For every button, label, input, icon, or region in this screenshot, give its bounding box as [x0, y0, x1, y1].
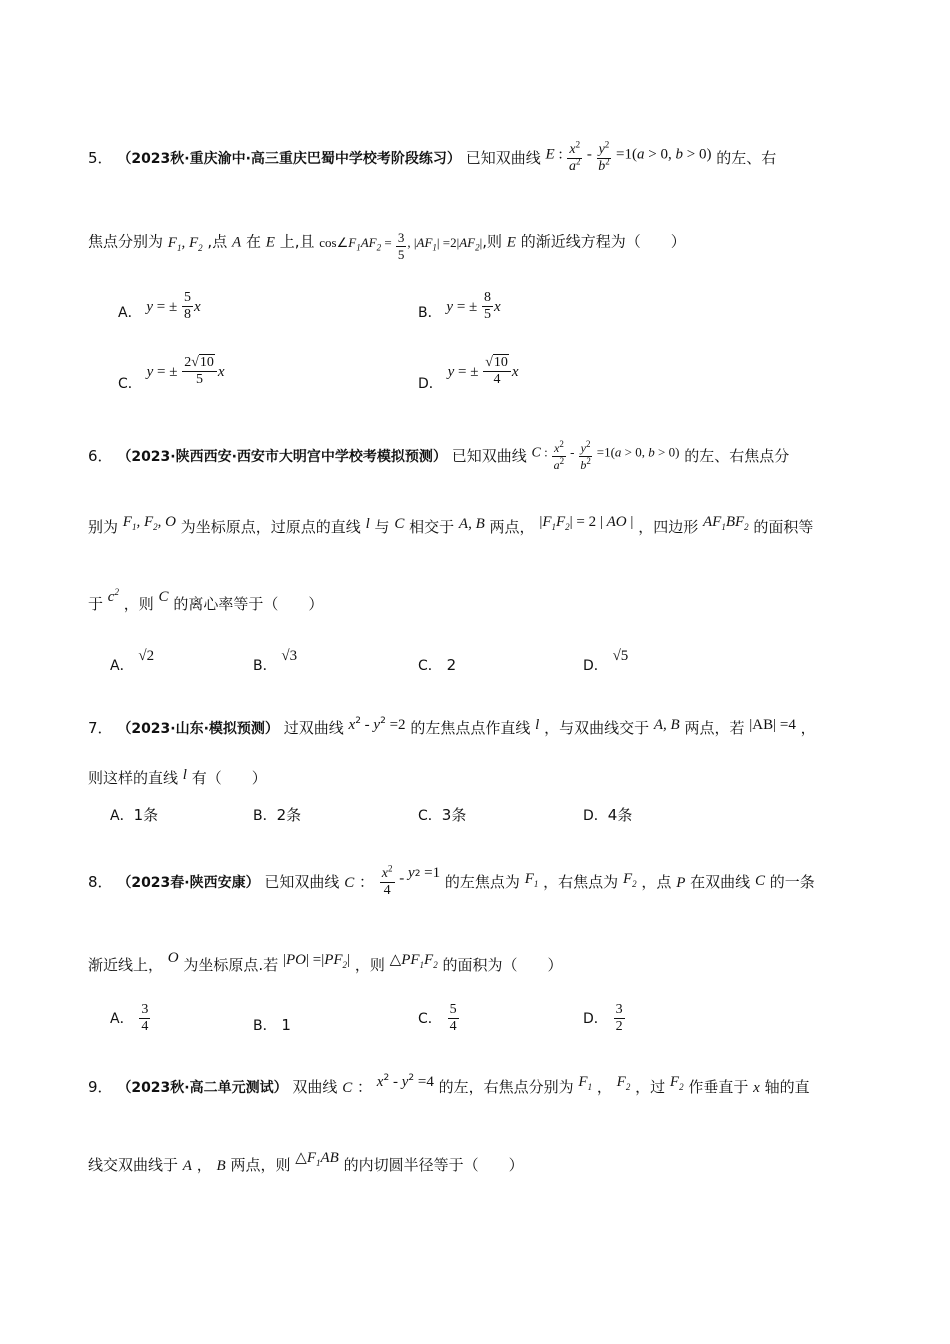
- q7-source: （2023·山东·模拟预测）: [117, 721, 279, 737]
- q6-C2: C: [158, 589, 169, 605]
- q7-option-b[interactable]: B．2条: [253, 806, 302, 824]
- q5-line1: 5． （2023秋·重庆渝中·高三重庆巴蜀中学校考阶段练习） 已知双曲线 E : $\frac{x^2}{a^2}$ - $\frac{y^2}{b^2}$ =1(a > 0, b > 0) 的左、右: [88, 139, 777, 174]
- q5-option-a[interactable]: A． y = ± $\frac{5}{8}$ x: [118, 290, 201, 322]
- q8-equation: $\frac{x^2}{4}$ - $y^2 =1$: [381, 863, 441, 898]
- q8-option-b[interactable]: B． 1: [253, 1016, 291, 1034]
- q5-option-b[interactable]: B． y = ± $\frac{8}{5}$ x: [418, 290, 501, 322]
- q6-line3: 于 $c^2$ ，则 C 的离心率等于（ ）: [88, 587, 324, 613]
- q5-equation: E : $\frac{x^2}{a^2}$ - $\frac{y^2}{b^2}$ =1(a > 0, b > 0): [545, 139, 712, 174]
- q8-option-a[interactable]: A． $\frac{3}{4}$: [110, 1002, 149, 1034]
- q7-line1: 7． （2023·山东·模拟预测） 过双曲线 $x^2 - y^2 =2$ 的左焦点点作直线 l ，与双曲线交于 A, B 两点，若 |AB| =4 ，: [88, 716, 816, 737]
- q6-option-b[interactable]: B． √3: [253, 648, 298, 674]
- q7-condition: |AB| =4: [749, 717, 796, 733]
- q6-condition: $|F_1F_2| = 2$ | AO |: [539, 514, 634, 532]
- q6-c2: $c^2$: [107, 587, 119, 605]
- q8-F2: $F_2$: [622, 871, 637, 889]
- q8-source: （2023春·陕西安康）: [117, 875, 260, 891]
- q6-line2: 别为 $F_1$, $F_2$, O 为坐标原点，过原点的直线 l 与 C 相交于 A, B 两点， $|F_1F_2| = 2$ | AO | ，四边形 $AF_1BF_2$ 的面积等: [88, 514, 814, 536]
- q7-option-a[interactable]: A．1条: [110, 806, 159, 824]
- q8-condition: $|PO| =|PF_2|$: [282, 952, 351, 970]
- q6-line1: 6． （2023·陕西西安·西安市大明宫中学校考模拟预测） 已知双曲线 C : $\frac{x^2}{a^2}$ - $\frac{y^2}{b^2}$ =1(a > 0, b > 0) 的左、右焦点分: [88, 439, 790, 472]
- q6-points: $F_1$, $F_2$, O: [122, 514, 176, 532]
- q8-option-d[interactable]: D． $\frac{3}{2}$: [583, 1002, 623, 1034]
- q9-F2: $F_2$: [616, 1074, 631, 1092]
- q8-triangle: $\triangle PF_1F_2$: [389, 952, 438, 970]
- q5-option-c[interactable]: C． y = ± $\frac{2√10}{5}$ x: [118, 355, 225, 392]
- q5-source: （2023秋·重庆渝中·高三重庆巴蜀中学校考阶段练习）: [117, 151, 461, 167]
- q9-F2b: $F_2$: [669, 1074, 684, 1092]
- q7-option-c[interactable]: C．3条: [418, 806, 467, 824]
- q9-triangle: $\triangle F_1AB$: [295, 1150, 339, 1168]
- q9-source: （2023秋·高二单元测试）: [117, 1080, 288, 1096]
- q7-number: 7．: [88, 719, 113, 737]
- q7-l2: l: [182, 767, 187, 783]
- q5-E2: E: [506, 234, 516, 251]
- q6-quad: $AF_1BF_2$: [702, 514, 749, 532]
- q6-source: （2023·陕西西安·西安市大明宫中学校考模拟预测）: [117, 449, 447, 465]
- q8-line1: 8． （2023春·陕西安康） 已知双曲线 C ： $\frac{x^2}{4}$ - $y^2 =1$ 的左焦点为 $F_1$ ，右焦点为 $F_2$ ，点 P 在双曲线 C 的一条: [88, 863, 815, 898]
- q9-line2: 线交双曲线于 A ， B 两点，则 $\triangle F_1AB$ 的内切圆半径等于（ ）: [88, 1150, 524, 1174]
- q6-option-c[interactable]: C． 2: [418, 656, 457, 674]
- q9-F1: $F_1$: [578, 1074, 593, 1092]
- q6-option-d[interactable]: D． √5: [583, 648, 629, 674]
- q8-C2: C: [754, 873, 765, 889]
- q8-line2: 渐近线上， O 为坐标原点.若 $|PO| =|PF_2|$ ，则 $\triangle PF_1F_2$ 的面积为（ ）: [88, 950, 563, 974]
- q8-number: 8．: [88, 873, 113, 891]
- q5-option-d[interactable]: D． y = ± $\frac{√10}{4}$ x: [418, 355, 519, 392]
- q8-option-c[interactable]: C． $\frac{5}{4}$: [418, 1002, 457, 1034]
- q7-option-d[interactable]: D．4条: [583, 806, 633, 824]
- q9-line1: 9． （2023秋·高二单元测试） 双曲线 C ： $x^2 - y^2 =4$ 的左，右焦点分别为 $F_1$ ， $F_2$ ，过 $F_2$ 作垂直于 x 轴的直: [88, 1073, 810, 1096]
- q6-option-a[interactable]: A． √2: [110, 648, 155, 674]
- q6-number: 6．: [88, 447, 113, 465]
- q5-line2: 焦点分别为 $F_1$, $F_2$ ,点 A 在 E 上,且 $\cos\angle F_1AF_2$ = $\frac{3}{5}$ , $|AF_1| =2|AF_2|$ ,则 E 的渐近线方程为（ ）: [88, 230, 686, 262]
- q5-foci: $F_1$, $F_2$: [167, 234, 203, 253]
- q9-equation: $x^2 - y^2 =4$: [376, 1073, 434, 1090]
- q7-equation: $x^2 - y^2 =2$: [348, 716, 406, 733]
- q9-number: 9．: [88, 1078, 113, 1096]
- q7-line2: 则这样的直线 l 有（ ）: [88, 767, 267, 787]
- q6-equation: C : $\frac{x^2}{a^2}$ - $\frac{y^2}{b^2}$ =1(a > 0, b > 0): [531, 439, 680, 472]
- q8-F1: $F_1$: [524, 871, 539, 889]
- q5-number: 5．: [88, 149, 113, 167]
